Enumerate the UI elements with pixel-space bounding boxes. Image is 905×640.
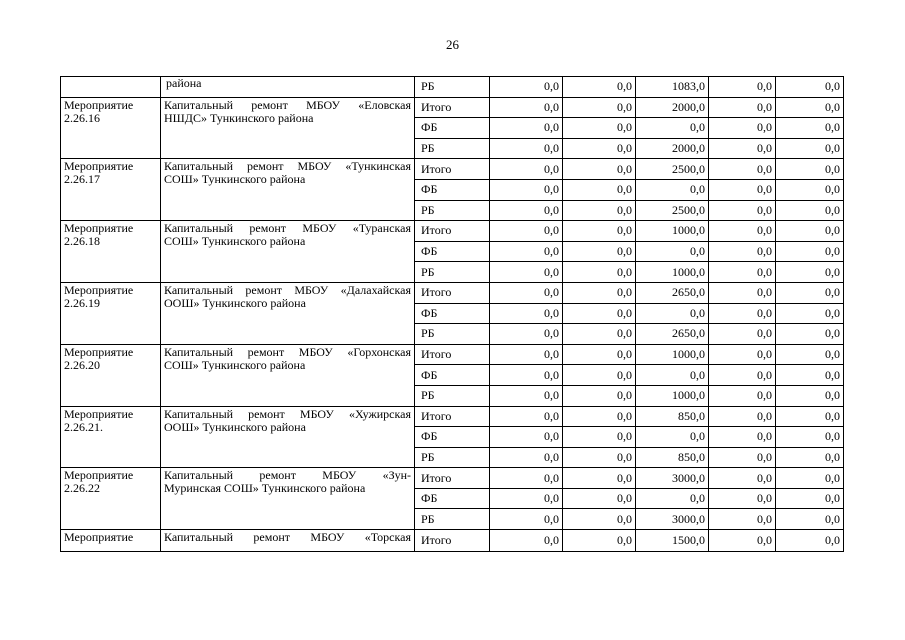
measure-description-cell: [161, 530, 415, 552]
description-line: Капитальный ремонт МБОУ «Хужирская: [164, 406, 411, 421]
description-line: Капитальный ремонт МБОУ «Зун-: [164, 468, 411, 483]
funding-source-cell: Итого: [415, 468, 490, 489]
description-line: СОШ» Тункинского района: [164, 172, 306, 187]
amount-cell: 0,0: [490, 241, 563, 262]
amount-cell: 1083,0: [636, 77, 709, 98]
amount-cell: 0,0: [776, 97, 844, 118]
amount-cell: 0,0: [709, 77, 776, 98]
funding-source-cell: РБ: [415, 138, 490, 159]
amount-cell: 0,0: [563, 118, 636, 139]
amount-cell: 0,0: [490, 118, 563, 139]
amount-cell: 0,0: [490, 447, 563, 468]
amount-cell: 0,0: [563, 241, 636, 262]
funding-source-cell: РБ: [415, 324, 490, 345]
amount-cell: 1500,0: [636, 530, 709, 552]
amount-cell: 0,0: [776, 303, 844, 324]
amount-cell: 0,0: [776, 282, 844, 303]
amount-cell: 0,0: [709, 200, 776, 221]
budget-table: [60, 76, 844, 552]
amount-cell: 0,0: [636, 365, 709, 386]
amount-cell: 0,0: [776, 509, 844, 530]
amount-cell: 0,0: [636, 118, 709, 139]
amount-cell: 0,0: [563, 406, 636, 427]
amount-cell: 0,0: [709, 509, 776, 530]
amount-cell: 0,0: [563, 324, 636, 345]
funding-source-cell: Итого: [415, 159, 490, 180]
amount-cell: 0,0: [709, 488, 776, 509]
description-line: СОШ» Тункинского района: [164, 357, 306, 372]
amount-cell: 0,0: [490, 179, 563, 200]
amount-cell: 0,0: [490, 159, 563, 180]
amount-cell: 0,0: [776, 262, 844, 283]
description-line: Капитальный ремонт МБОУ «Туранская: [164, 221, 411, 236]
amount-cell: 0,0: [709, 282, 776, 303]
amount-cell: 0,0: [490, 77, 563, 98]
funding-source-cell: ФБ: [415, 427, 490, 448]
description-line: НШДС» Тункинского района: [164, 110, 314, 125]
amount-cell: 0,0: [776, 530, 844, 552]
amount-cell: 0,0: [563, 468, 636, 489]
amount-cell: 0,0: [563, 530, 636, 552]
amount-cell: 0,0: [563, 509, 636, 530]
amount-cell: 0,0: [709, 530, 776, 552]
funding-source-cell: ФБ: [415, 365, 490, 386]
funding-source-cell: РБ: [415, 509, 490, 530]
amount-cell: 0,0: [709, 365, 776, 386]
measure-description-cell: [161, 221, 415, 283]
description-line: ООШ» Тункинского района: [164, 419, 306, 434]
amount-cell: 0,0: [490, 221, 563, 242]
amount-cell: 0,0: [709, 179, 776, 200]
amount-cell: 0,0: [563, 365, 636, 386]
amount-cell: 0,0: [563, 344, 636, 365]
amount-cell: 0,0: [776, 118, 844, 139]
page-number: 26: [446, 37, 459, 52]
amount-cell: 0,0: [709, 97, 776, 118]
amount-cell: 2650,0: [636, 324, 709, 345]
amount-cell: 0,0: [490, 303, 563, 324]
amount-cell: 0,0: [563, 179, 636, 200]
amount-cell: 0,0: [709, 221, 776, 242]
amount-cell: 0,0: [490, 406, 563, 427]
measure-description-cell: [161, 406, 415, 468]
amount-cell: 0,0: [563, 221, 636, 242]
amount-cell: 0,0: [776, 200, 844, 221]
amount-cell: 0,0: [776, 488, 844, 509]
funding-source-cell: ФБ: [415, 303, 490, 324]
amount-cell: 0,0: [563, 97, 636, 118]
description-line: Капитальный ремонт МБОУ «Еловская: [164, 97, 411, 112]
funding-source-cell: Итого: [415, 406, 490, 427]
funding-source-cell: ФБ: [415, 488, 490, 509]
amount-cell: 0,0: [636, 241, 709, 262]
amount-cell: 0,0: [563, 159, 636, 180]
measure-description-cell: района: [161, 77, 415, 98]
funding-source-cell: ФБ: [415, 179, 490, 200]
amount-cell: 0,0: [563, 385, 636, 406]
amount-cell: 0,0: [490, 468, 563, 489]
amount-cell: 0,0: [709, 468, 776, 489]
amount-cell: 0,0: [490, 262, 563, 283]
measure-description-cell: [161, 344, 415, 406]
amount-cell: 0,0: [709, 406, 776, 427]
amount-cell: 1000,0: [636, 262, 709, 283]
funding-source-cell: Итого: [415, 344, 490, 365]
table-row: [61, 77, 844, 98]
funding-source-cell: РБ: [415, 385, 490, 406]
amount-cell: 0,0: [709, 303, 776, 324]
amount-cell: 0,0: [490, 344, 563, 365]
funding-source-cell: Итого: [415, 221, 490, 242]
funding-source-cell: РБ: [415, 77, 490, 98]
description-line: Муринская СОШ» Тункинского района: [164, 481, 366, 496]
amount-cell: 0,0: [490, 200, 563, 221]
amount-cell: 0,0: [776, 159, 844, 180]
amount-cell: 0,0: [776, 385, 844, 406]
amount-cell: 3000,0: [636, 509, 709, 530]
amount-cell: 0,0: [636, 488, 709, 509]
amount-cell: 2500,0: [636, 159, 709, 180]
funding-source-cell: ФБ: [415, 118, 490, 139]
description-line: Капитальный ремонт МБОУ «Торская: [164, 530, 411, 545]
funding-source-cell: ФБ: [415, 241, 490, 262]
amount-cell: 0,0: [490, 97, 563, 118]
amount-cell: 0,0: [709, 262, 776, 283]
funding-source-cell: РБ: [415, 447, 490, 468]
amount-cell: 0,0: [709, 447, 776, 468]
amount-cell: 0,0: [490, 530, 563, 552]
measure-description-cell: [161, 97, 415, 159]
amount-cell: 0,0: [636, 303, 709, 324]
amount-cell: 0,0: [490, 509, 563, 530]
amount-cell: 0,0: [636, 179, 709, 200]
funding-source-cell: РБ: [415, 262, 490, 283]
amount-cell: 0,0: [563, 488, 636, 509]
measure-description-cell: [161, 159, 415, 221]
amount-cell: 0,0: [709, 344, 776, 365]
amount-cell: 0,0: [563, 303, 636, 324]
amount-cell: 0,0: [563, 427, 636, 448]
measure-id-cell: Мероприятие 2.26.21.: [61, 406, 161, 468]
description-line: Капитальный ремонт МБОУ «Тункинская: [164, 159, 411, 174]
measure-id-cell: Мероприятие 2.26.20: [61, 344, 161, 406]
amount-cell: 0,0: [709, 385, 776, 406]
table-row: [61, 406, 844, 427]
funding-source-cell: РБ: [415, 200, 490, 221]
description-line: СОШ» Тункинского района: [164, 234, 306, 249]
amount-cell: 3000,0: [636, 468, 709, 489]
amount-cell: 0,0: [490, 488, 563, 509]
funding-source-cell: Итого: [415, 282, 490, 303]
amount-cell: 0,0: [776, 365, 844, 386]
amount-cell: 0,0: [776, 427, 844, 448]
amount-cell: 0,0: [709, 241, 776, 262]
amount-cell: 0,0: [563, 77, 636, 98]
amount-cell: 2000,0: [636, 97, 709, 118]
amount-cell: 0,0: [709, 118, 776, 139]
amount-cell: 0,0: [709, 427, 776, 448]
amount-cell: 0,0: [776, 138, 844, 159]
amount-cell: 0,0: [776, 179, 844, 200]
table-row: [61, 221, 844, 242]
measure-id-cell: Мероприятие 2.26.17: [61, 159, 161, 221]
table-row: [61, 282, 844, 303]
measure-id-cell: Мероприятие 2.26.18: [61, 221, 161, 283]
amount-cell: 2500,0: [636, 200, 709, 221]
table-row: [61, 159, 844, 180]
measure-id-cell: Мероприятие 2.26.16: [61, 97, 161, 159]
measure-id-cell: [61, 77, 161, 98]
measure-description-cell: [161, 282, 415, 344]
amount-cell: 2650,0: [636, 282, 709, 303]
amount-cell: 0,0: [490, 138, 563, 159]
amount-cell: 0,0: [490, 427, 563, 448]
amount-cell: 1000,0: [636, 221, 709, 242]
measure-id-cell: Мероприятие: [61, 530, 161, 552]
amount-cell: 0,0: [563, 262, 636, 283]
amount-cell: 0,0: [636, 427, 709, 448]
amount-cell: 0,0: [563, 200, 636, 221]
measure-description-cell: [161, 468, 415, 530]
table-row: [61, 344, 844, 365]
amount-cell: 1000,0: [636, 344, 709, 365]
amount-cell: 0,0: [490, 324, 563, 345]
funding-source-cell: Итого: [415, 97, 490, 118]
description-line: Капитальный ремонт МБОУ «Горхонская: [164, 344, 411, 359]
amount-cell: 0,0: [490, 385, 563, 406]
table-row: [61, 97, 844, 118]
amount-cell: 0,0: [709, 324, 776, 345]
amount-cell: 0,0: [490, 365, 563, 386]
amount-cell: 0,0: [563, 282, 636, 303]
amount-cell: 0,0: [776, 324, 844, 345]
amount-cell: 0,0: [709, 159, 776, 180]
amount-cell: 0,0: [563, 447, 636, 468]
description-line: ООШ» Тункинского района: [164, 295, 306, 310]
table-row: [61, 468, 844, 489]
amount-cell: 0,0: [776, 468, 844, 489]
amount-cell: 0,0: [776, 221, 844, 242]
funding-source-cell: Итого: [415, 530, 490, 552]
amount-cell: 0,0: [563, 138, 636, 159]
amount-cell: 850,0: [636, 406, 709, 427]
measure-id-cell: Мероприятие 2.26.19: [61, 282, 161, 344]
table-row: [61, 530, 844, 552]
amount-cell: 1000,0: [636, 385, 709, 406]
amount-cell: 0,0: [776, 406, 844, 427]
amount-cell: 0,0: [776, 241, 844, 262]
amount-cell: 2000,0: [636, 138, 709, 159]
amount-cell: 0,0: [776, 77, 844, 98]
amount-cell: 0,0: [776, 344, 844, 365]
measure-id-cell: Мероприятие 2.26.22: [61, 468, 161, 530]
amount-cell: 0,0: [709, 138, 776, 159]
amount-cell: 850,0: [636, 447, 709, 468]
description-line: Капитальный ремонт МБОУ «Далахайская: [164, 282, 411, 297]
amount-cell: 0,0: [776, 447, 844, 468]
amount-cell: 0,0: [490, 282, 563, 303]
